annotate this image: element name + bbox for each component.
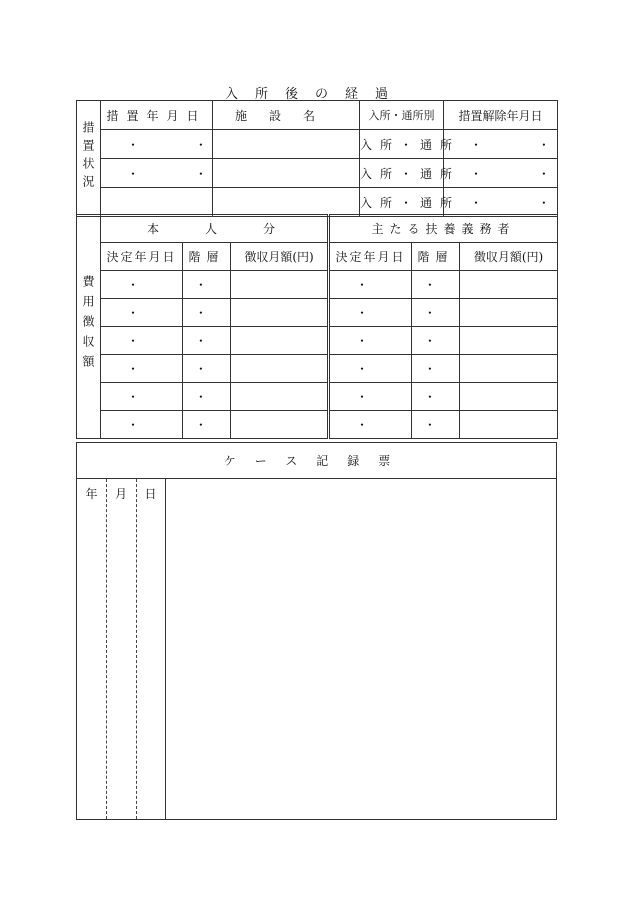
self-date-cell[interactable]: ・ ・ [101,355,183,383]
self-amount-cell[interactable] [231,355,329,383]
self-date-cell[interactable]: ・ ・ [101,411,183,439]
self-date-cell[interactable]: ・ ・ [101,299,183,327]
month-column [106,479,137,819]
month-header: 月 [114,487,127,501]
guardian-date-cell[interactable]: ・ ・ [329,383,412,411]
admission-type-cell[interactable]: 入所・通所 [360,130,444,159]
year-header: 年 [85,487,98,501]
fee-row [77,355,558,383]
self-tier-header: 階層 [183,243,231,271]
guardian-date-cell[interactable]: ・ ・ [329,327,412,355]
header-facility-name: 施設名 [213,101,360,130]
self-decision-date-header: 決定年月日 [101,243,183,271]
self-amount-cell[interactable] [231,271,329,299]
day-column [136,479,166,819]
self-header: 本人分 [101,215,329,243]
guardian-tier-header: 階層 [412,243,460,271]
self-amount-cell[interactable] [231,299,329,327]
self-amount-header: 徴収月額(円) [231,243,329,271]
guardian-amount-cell[interactable] [460,411,558,439]
guardian-decision-date-header: 決定年月日 [329,243,412,271]
placement-date-cell[interactable]: ・ ・ [101,130,213,159]
fee-row [77,271,558,299]
year-column [77,479,107,819]
header-release-date: 措置解除年月日 [444,101,558,130]
guardian-date-cell[interactable]: ・ ・ [329,411,412,439]
guardian-date-cell[interactable]: ・ ・ [329,271,412,299]
self-date-cell[interactable]: ・ ・ [101,271,183,299]
guardian-amount-cell[interactable] [460,271,558,299]
fee-row [77,383,558,411]
facility-cell[interactable] [213,188,360,217]
fee-label: 費用徴収額 [77,215,101,439]
admission-type-cell[interactable]: 入所・通所 [360,159,444,188]
fee-table [76,214,558,439]
admission-type-cell[interactable]: 入所・通所 [360,188,444,217]
facility-cell[interactable] [213,130,360,159]
facility-cell[interactable] [213,159,360,188]
self-date-cell[interactable]: ・ ・ [101,383,183,411]
header-placement-date: 措置年月日 [101,101,213,130]
guardian-amount-cell[interactable] [460,355,558,383]
page-title: 入所後の経過 [224,87,405,102]
case-record-body[interactable] [76,479,557,820]
self-amount-cell[interactable] [231,327,329,355]
guardian-amount-cell[interactable] [460,299,558,327]
self-date-cell[interactable]: ・ ・ [101,327,183,355]
guardian-date-cell[interactable]: ・ ・ [329,299,412,327]
guardian-date-cell[interactable]: ・ ・ [329,355,412,383]
guardian-amount-cell[interactable] [460,383,558,411]
placement-date-cell[interactable] [101,188,213,217]
placement-table [76,100,576,217]
placement-label: 措置状況 [77,101,101,217]
guardian-amount-header: 徴収月額(円) [460,243,558,271]
guardian-header: 主たる扶養義務者 [329,215,558,243]
self-amount-cell[interactable] [231,383,329,411]
day-header: 日 [144,487,157,501]
placement-date-cell[interactable]: ・ ・ [101,159,213,188]
release-date-cell[interactable]: ・ ・ [444,130,558,159]
fee-row [77,327,558,355]
release-date-cell[interactable]: ・ ・ [444,188,558,217]
case-record-title: ケース記録票 [76,442,557,479]
self-amount-cell[interactable] [231,411,329,439]
release-date-cell[interactable]: ・ ・ [444,159,558,188]
guardian-amount-cell[interactable] [460,327,558,355]
fee-row [77,299,558,327]
fee-row [77,411,558,439]
header-admission-type: 入所・通所別 [360,101,444,130]
